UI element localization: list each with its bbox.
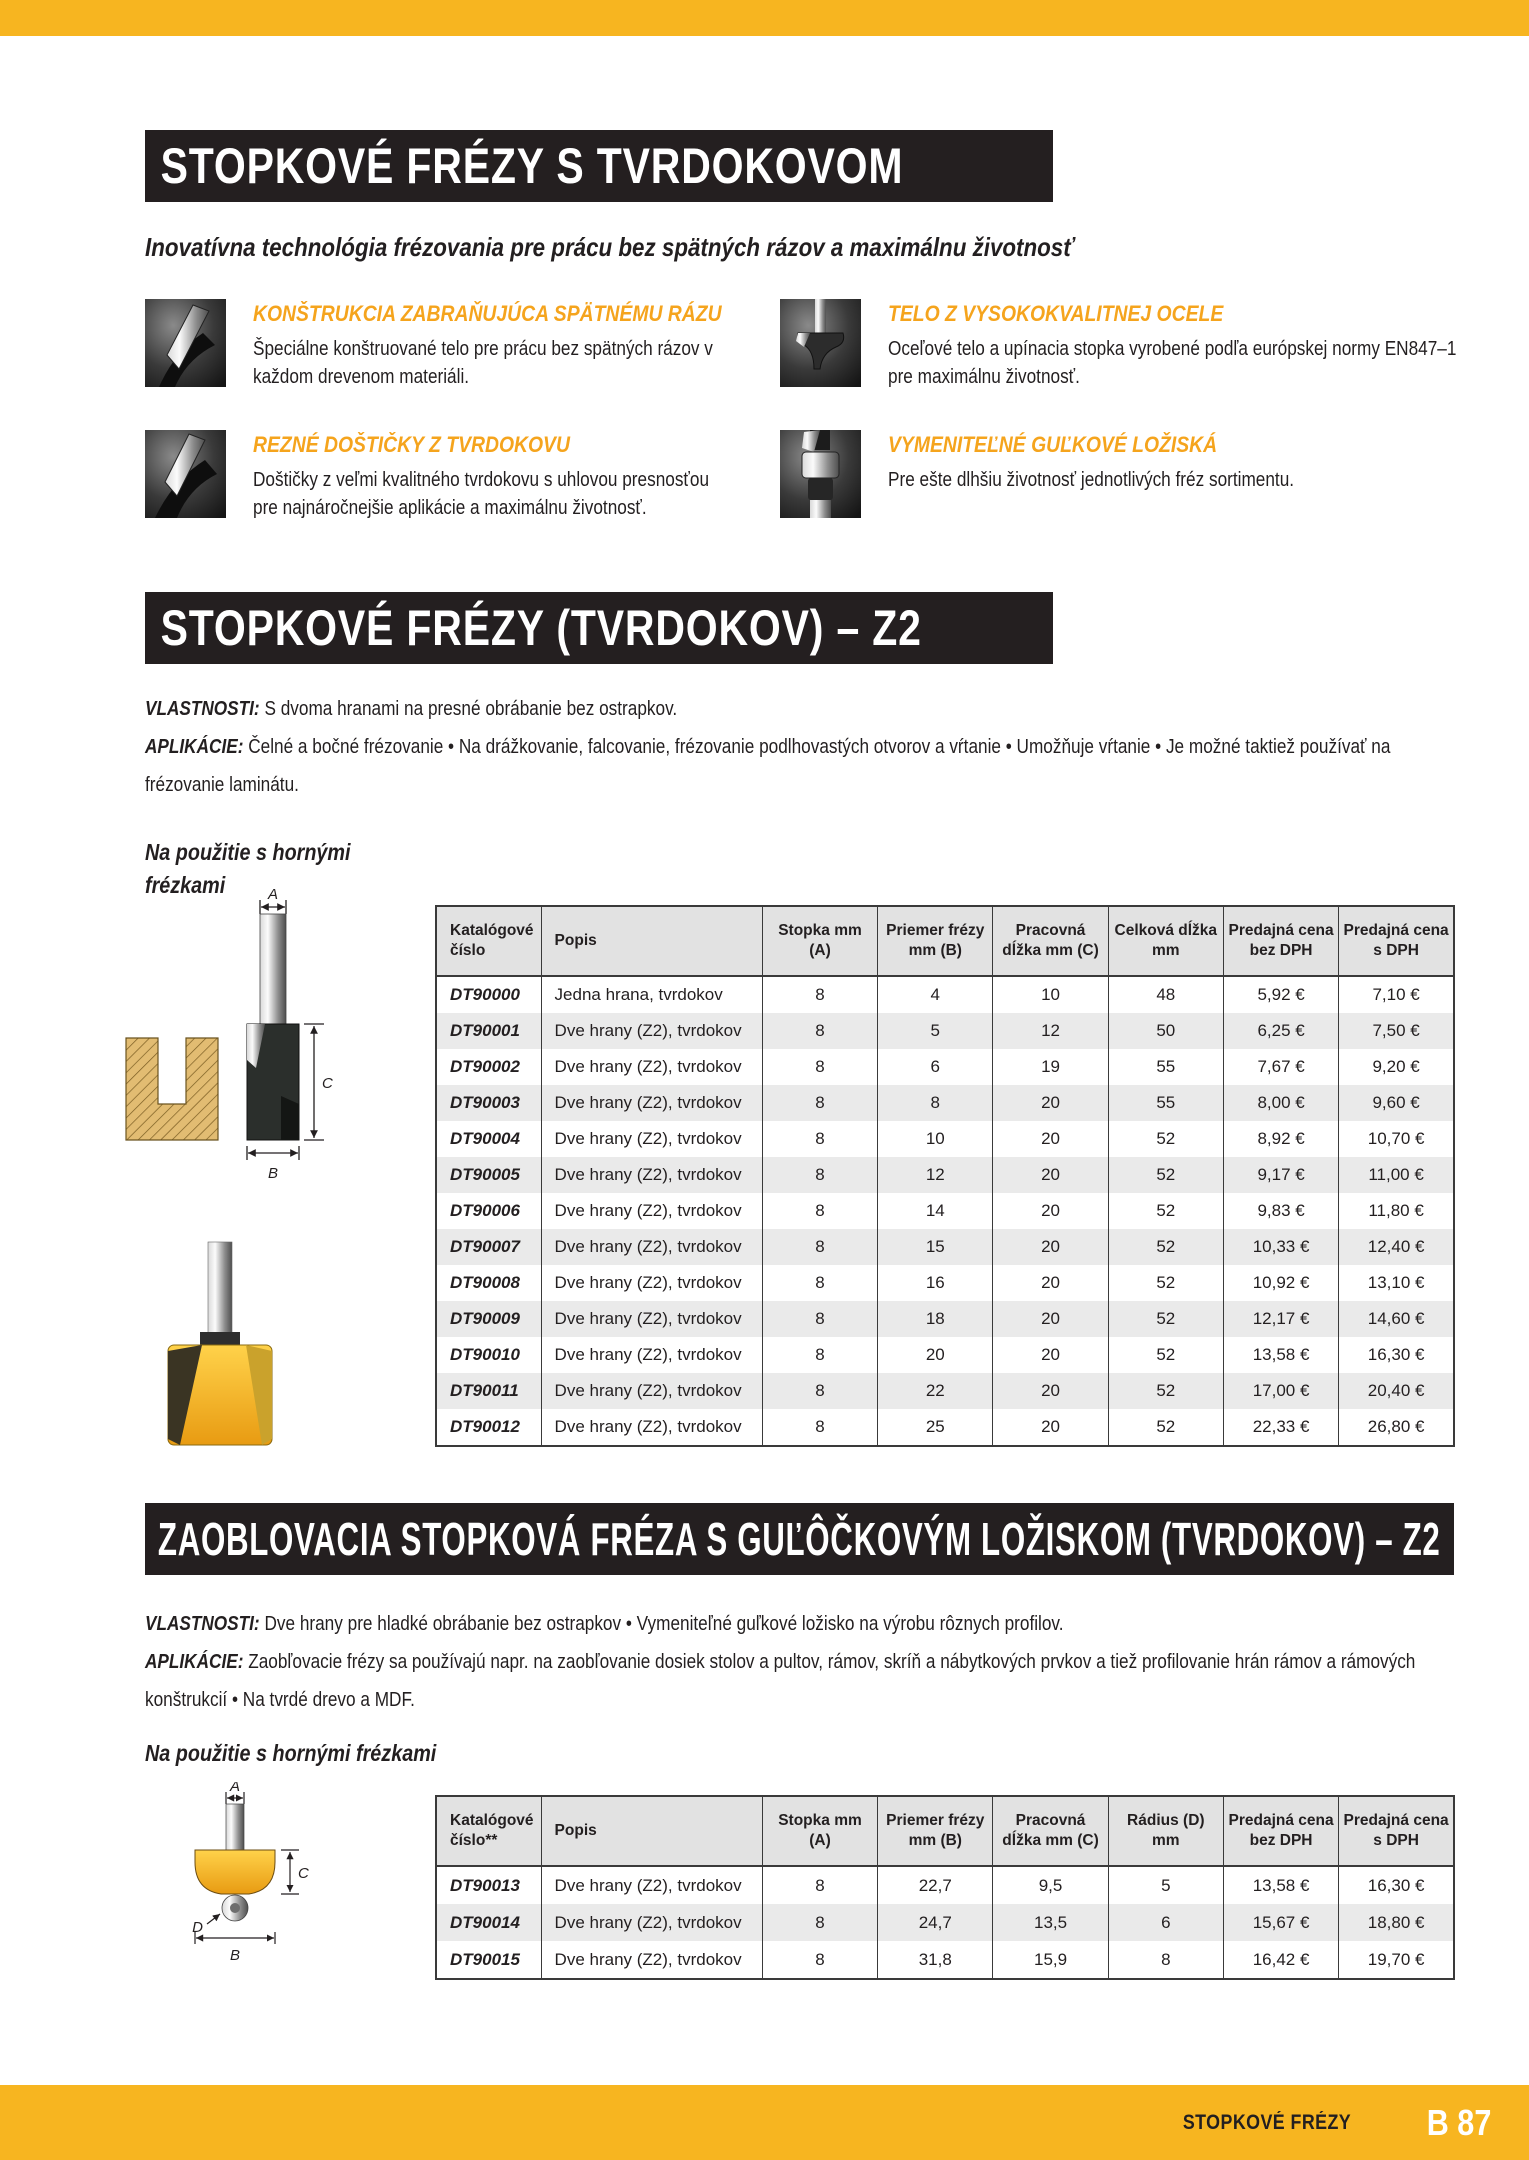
table-cell: 22,7 [878, 1866, 993, 1904]
table-cell: Jedna hrana, tvrdokov [541, 976, 762, 1013]
table-cell: Dve hrany (Z2), tvrdokov [541, 1409, 762, 1446]
column-header: Predajná cena bez DPH [1223, 906, 1338, 976]
table-cell: 10,92 € [1223, 1265, 1338, 1301]
table-cell: 15,9 [993, 1941, 1108, 1979]
table-cell: 8 [762, 1157, 877, 1193]
catalog-number: DT90008 [450, 1273, 520, 1292]
main-header-bar [145, 130, 1053, 202]
footer-page-number: B 87 [1426, 2101, 1492, 2143]
table-row [436, 1121, 1454, 1157]
table-cell: Dve hrany (Z2), tvrdokov [541, 1229, 762, 1265]
aplikacie-label: APLIKÁCIE: [145, 736, 244, 758]
section1-header-bar [145, 592, 1053, 664]
table-cell: 14 [878, 1193, 993, 1229]
footer-section-label: STOPKOVÉ FRÉZY [1182, 2110, 1352, 2134]
feature-heading: VYMENITEĽNÉ GUĽKOVÉ LOŽISKÁ [888, 432, 1218, 457]
column-header: Popis [541, 1796, 762, 1866]
feature-body: Doštičky z veľmi kvalitného tvrdokovu s uhlovou presnosťou pre najnáročnejšie aplikácie a maximálnu životnosť. [253, 469, 710, 519]
column-header: Stopka mm (A) [762, 906, 877, 976]
table-cell: 11,80 € [1339, 1193, 1454, 1229]
table-cell: 8 [762, 1193, 877, 1229]
catalog-number: DT90000 [450, 985, 520, 1004]
catalog-number: DT90013 [450, 1875, 520, 1895]
table-cell: 5 [1108, 1866, 1223, 1904]
table-cell: 8 [762, 1373, 877, 1409]
table-cell: 19,70 € [1339, 1941, 1454, 1979]
straight-bit-diagram [118, 888, 333, 1218]
table-row [436, 1013, 1454, 1049]
column-header: Pracovná dĺžka mm (C) [993, 906, 1108, 976]
table-cell: 8 [762, 1013, 877, 1049]
aplikacie-text: Zaobľovacie frézy sa používajú napr. na zaobľovanie dosiek stolov a pultov, rámov, skríň a nábytkových prvkov a tiež profilovanie hrán rámov a rámových konštrukcií • Na tvrdé drevo a MDF. [145, 1651, 1416, 1711]
feature-text [888, 299, 1529, 391]
table-cell: 16,42 € [1223, 1941, 1338, 1979]
column-header: Predajná cena bez DPH [1223, 1796, 1338, 1866]
column-header: Celková dĺžka mm [1108, 906, 1223, 976]
table-cell: 12,40 € [1339, 1229, 1454, 1265]
catalog-number: DT90010 [450, 1345, 520, 1364]
vlastnosti-label: VLASTNOSTI: [145, 1613, 260, 1635]
table-cell: 7,10 € [1339, 976, 1454, 1013]
section2-header-bar [145, 1503, 1454, 1575]
table-cell: 20 [993, 1121, 1108, 1157]
table-cell: 8 [878, 1085, 993, 1121]
catalog-number: DT90011 [436, 1373, 541, 1409]
table-row [436, 1866, 1454, 1904]
table-cell: 52 [1108, 1121, 1223, 1157]
table-cell: 13,10 € [1339, 1265, 1454, 1301]
top-accent-bar [0, 0, 1529, 36]
table-cell: 8 [762, 1941, 877, 1979]
table-cell: 25 [878, 1409, 993, 1446]
section1-vlastnosti [145, 690, 1461, 728]
feature-photo [780, 430, 861, 518]
table-row [436, 1157, 1454, 1193]
table-cell: 9,60 € [1339, 1085, 1454, 1121]
feature-body: Špeciálne konštruované telo pre prácu bez spätných rázov v každom drevenom materiáli. [253, 338, 713, 388]
bit-shank [260, 914, 286, 1024]
dimension-b-label: B [267, 1165, 279, 1182]
feature-heading: KONŠTRUKCIA ZABRAŇUJÚCA SPÄTNÉMU RÁZU [253, 301, 722, 326]
table-cell: 22,33 € [1223, 1409, 1338, 1446]
carbide-tip-image [145, 430, 226, 518]
catalog-number: DT90003 [436, 1085, 541, 1121]
catalog-number: DT90005 [436, 1157, 541, 1193]
table-cell: 12 [878, 1157, 993, 1193]
table-cell: Dve hrany (Z2), tvrdokov [541, 1904, 762, 1941]
table-row [436, 1229, 1454, 1265]
column-header: Popis [541, 906, 762, 976]
catalog-number: DT90006 [450, 1201, 520, 1220]
table-cell: 20 [993, 1229, 1108, 1265]
table-cell: 10 [993, 976, 1108, 1013]
page-footer [0, 2085, 1529, 2160]
table-cell: Dve hrany (Z2), tvrdokov [541, 1941, 762, 1979]
table-cell: 8 [762, 1085, 877, 1121]
section1-usage-note: Na použitie s hornými frézkami [145, 839, 351, 898]
table-cell: 18 [878, 1301, 993, 1337]
table-row [436, 1904, 1454, 1941]
table-row [436, 1409, 1454, 1446]
feature-photo [145, 299, 226, 387]
feature-carbide-tips [145, 430, 813, 522]
aplikacie-label: APLIKÁCIE: [145, 1651, 244, 1673]
table-cell: 8 [762, 1229, 877, 1265]
roundover-bits-table [435, 1795, 1455, 1980]
table-cell: 20 [993, 1337, 1108, 1373]
section2-vlastnosti [145, 1605, 1461, 1643]
dimension-a-label: A [267, 888, 279, 903]
table-cell: 52 [1108, 1229, 1223, 1265]
table-cell: Dve hrany (Z2), tvrdokov [541, 1157, 762, 1193]
table-row [436, 1085, 1454, 1121]
vlastnosti-text: S dvoma hranami na presné obrábanie bez ostrapkov. [264, 698, 678, 720]
table-cell: Dve hrany (Z2), tvrdokov [541, 1013, 762, 1049]
table-cell: 4 [878, 976, 993, 1013]
catalog-number: DT90007 [436, 1229, 541, 1265]
catalog-number: DT90009 [436, 1301, 541, 1337]
table-cell: 20 [993, 1301, 1108, 1337]
section2-title: ZAOBLOVACIA STOPKOVÁ FRÉZA S GUĽÔČKOVÝM LOŽISKOM (TVRDOKOV) – Z2 [157, 1513, 1441, 1565]
table-cell: 20 [993, 1157, 1108, 1193]
table-cell: 50 [1108, 1013, 1223, 1049]
table-cell: 20 [993, 1409, 1108, 1446]
table-cell: 52 [1108, 1337, 1223, 1373]
table-cell: 31,8 [878, 1941, 993, 1979]
table-row [436, 1193, 1454, 1229]
table-cell: 52 [1108, 1157, 1223, 1193]
column-header: Katalógové číslo** [436, 1796, 541, 1866]
table-cell: 6 [878, 1049, 993, 1085]
table-cell: 20 [993, 1085, 1108, 1121]
table-cell: 14,60 € [1339, 1301, 1454, 1337]
table-cell: 8 [762, 1265, 877, 1301]
column-header: Rádius (D) mm [1108, 1796, 1223, 1866]
table-cell: 52 [1108, 1193, 1223, 1229]
table-cell: 8 [762, 1337, 877, 1373]
catalog-number: DT90001 [436, 1013, 541, 1049]
dimension-d-label: D [192, 1919, 203, 1936]
table-cell: Dve hrany (Z2), tvrdokov [541, 1373, 762, 1409]
table-cell: Dve hrany (Z2), tvrdokov [541, 1265, 762, 1301]
catalog-number: DT90002 [450, 1057, 520, 1076]
table-cell: 16,30 € [1339, 1866, 1454, 1904]
table-row [436, 1373, 1454, 1409]
catalog-number: DT90015 [450, 1949, 520, 1969]
table-row [436, 1265, 1454, 1301]
table-cell: Dve hrany (Z2), tvrdokov [541, 1049, 762, 1085]
table-cell: 55 [1108, 1085, 1223, 1121]
table-cell: 20 [993, 1265, 1108, 1301]
dimension-c-label: C [298, 1865, 309, 1882]
table-cell: 8,00 € [1223, 1085, 1338, 1121]
table-cell: 12,17 € [1223, 1301, 1338, 1337]
column-header: Predajná cena s DPH [1339, 906, 1454, 976]
column-header: Stopka mm (A) [762, 1796, 877, 1866]
straight-bits-table [435, 905, 1455, 1447]
table-cell: 7,50 € [1339, 1013, 1454, 1049]
table-cell: Dve hrany (Z2), tvrdokov [541, 1085, 762, 1121]
feature-anti-kickback [145, 299, 813, 391]
table-cell: Dve hrany (Z2), tvrdokov [541, 1337, 762, 1373]
table-cell: 9,83 € [1223, 1193, 1338, 1229]
table-cell: 16 [878, 1265, 993, 1301]
table-cell: 6,25 € [1223, 1013, 1338, 1049]
section1-title: STOPKOVÉ FRÉZY (TVRDOKOV) – Z2 [160, 600, 922, 656]
table-cell: 52 [1108, 1301, 1223, 1337]
table-cell: 48 [1108, 976, 1223, 1013]
table-cell: 19 [993, 1049, 1108, 1085]
page-title: STOPKOVÉ FRÉZY S TVRDOKOVOM [160, 138, 904, 194]
feature-steel-body [780, 299, 1529, 391]
catalog-number: DT90004 [450, 1129, 520, 1148]
table-cell: Dve hrany (Z2), tvrdokov [541, 1193, 762, 1229]
table-cell: Dve hrany (Z2), tvrdokov [541, 1301, 762, 1337]
table-cell: 8 [762, 1121, 877, 1157]
table-cell: Dve hrany (Z2), tvrdokov [541, 1121, 762, 1157]
table-cell: 7,67 € [1223, 1049, 1338, 1085]
table-cell: 10,33 € [1223, 1229, 1338, 1265]
table-cell: 9,5 [993, 1866, 1108, 1904]
table-cell: 11,00 € [1339, 1157, 1454, 1193]
dimension-b-label: B [229, 1947, 241, 1964]
table-cell: 9,17 € [1223, 1157, 1338, 1193]
table-cell: 13,58 € [1223, 1337, 1338, 1373]
table-cell: 13,58 € [1223, 1866, 1338, 1904]
table-cell: 8 [762, 1409, 877, 1446]
table-cell: 8 [762, 1866, 877, 1904]
feature-photo [780, 299, 861, 387]
table-cell: 12 [993, 1013, 1108, 1049]
section2-aplikacie [145, 1643, 1461, 1719]
bearing-image [780, 430, 861, 518]
table-cell: 8 [762, 1049, 877, 1085]
table-row [436, 1301, 1454, 1337]
vlastnosti-label: VLASTNOSTI: [145, 698, 260, 720]
table-cell: 13,5 [993, 1904, 1108, 1941]
section1-aplikacie [145, 728, 1461, 804]
section2-usage-note: Na použitie s hornými frézkami [145, 1740, 437, 1766]
table-cell: 16,30 € [1339, 1337, 1454, 1373]
column-header: Katalógové číslo [436, 906, 541, 976]
aplikacie-text: Čelné a bočné frézovanie • Na drážkovanie, falcovanie, frézovanie podlhovastých otvorov a vŕtanie • Umožňuje vŕtanie • Je možné taktiež používať na frézovanie laminátu. [145, 736, 1391, 796]
wood-groove-profile [126, 1038, 218, 1140]
table-cell: 8 [1108, 1941, 1223, 1979]
table-cell: 8 [762, 1301, 877, 1337]
catalog-number: DT90014 [436, 1904, 541, 1941]
column-header: Predajná cena s DPH [1339, 1796, 1454, 1866]
table-cell: 52 [1108, 1265, 1223, 1301]
table-cell: 55 [1108, 1049, 1223, 1085]
feature-text [253, 299, 813, 391]
feature-body: Oceľové telo a upínacia stopka vyrobené podľa európskej normy EN847–1 pre maximálnu životnosť. [888, 338, 1457, 388]
table-cell: 20,40 € [1339, 1373, 1454, 1409]
feature-text [253, 430, 813, 522]
cutter-closeup-image [145, 299, 226, 387]
catalog-number: DT90012 [450, 1417, 520, 1436]
table-header-row [436, 1796, 1454, 1866]
table-cell: 18,80 € [1339, 1904, 1454, 1941]
table-cell: 10,70 € [1339, 1121, 1454, 1157]
table-row [436, 1049, 1454, 1085]
table-cell: 5 [878, 1013, 993, 1049]
table-cell: 24,7 [878, 1904, 993, 1941]
feature-photo [145, 430, 226, 518]
table-cell: 52 [1108, 1409, 1223, 1446]
table-cell: 20 [993, 1373, 1108, 1409]
vlastnosti-text: Dve hrany pre hladké obrábanie bez ostrapkov • Vymeniteľné guľkové ložisko na výrobu rôznych profilov. [264, 1613, 1064, 1635]
table-cell: 26,80 € [1339, 1409, 1454, 1446]
table-cell: 8 [762, 976, 877, 1013]
table-header-row [436, 906, 1454, 976]
table-cell: Dve hrany (Z2), tvrdokov [541, 1866, 762, 1904]
dimension-c-label: C [322, 1075, 333, 1092]
column-header: Pracovná dĺžka mm (C) [993, 1796, 1108, 1866]
feature-body: Pre ešte dlhšiu životnosť jednotlivých fréz sortimentu. [888, 469, 1295, 491]
table-cell: 8 [762, 1904, 877, 1941]
table-row [436, 1941, 1454, 1979]
feature-text [888, 430, 1529, 518]
table-cell: 10 [878, 1121, 993, 1157]
roundover-bit-diagram [125, 1782, 325, 1967]
column-header: Priemer frézy mm (B) [878, 1796, 993, 1866]
table-row [436, 1337, 1454, 1373]
table-cell: 15 [878, 1229, 993, 1265]
roundover-cutter [195, 1850, 275, 1894]
bit-profile-image [780, 299, 861, 387]
table-cell: 8,92 € [1223, 1121, 1338, 1157]
table-cell: 20 [993, 1193, 1108, 1229]
straight-bit-photo [150, 1240, 290, 1455]
table-cell: 20 [878, 1337, 993, 1373]
table-cell: 15,67 € [1223, 1904, 1338, 1941]
table-cell: 22 [878, 1373, 993, 1409]
feature-heading: REZNÉ DOŠTIČKY Z TVRDOKOVU [253, 432, 570, 457]
table-cell: 17,00 € [1223, 1373, 1338, 1409]
column-header: Priemer frézy mm (B) [878, 906, 993, 976]
dimension-a-label: A [229, 1782, 241, 1795]
table-cell: 5,92 € [1223, 976, 1338, 1013]
table-cell: 6 [1108, 1904, 1223, 1941]
table-cell: 52 [1108, 1373, 1223, 1409]
feature-heading: TELO Z VYSOKOKVALITNEJ OCELE [888, 301, 1224, 326]
bit-shank [226, 1804, 244, 1850]
table-cell: 9,20 € [1339, 1049, 1454, 1085]
feature-ball-bearings [780, 430, 1529, 518]
table-row [436, 976, 1454, 1013]
page-subtitle: Inovatívna technológia frézovania pre prácu bez spätných rázov a maximálnu životnosť [145, 232, 1074, 262]
